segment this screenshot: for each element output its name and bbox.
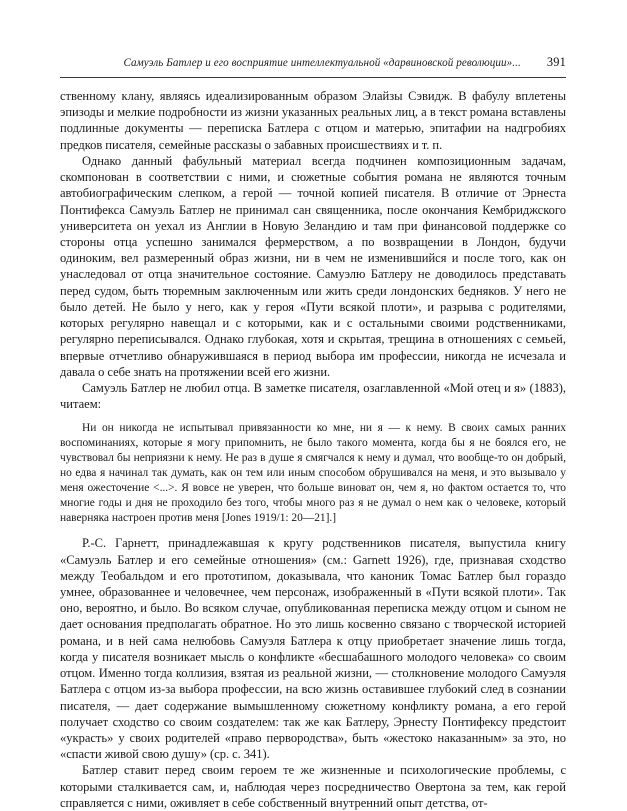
quote-spacer — [60, 412, 566, 421]
paragraph: Однако данный фабульный материал всегда подчинен композиционным задачам, скомпонован в соответствии с ними, и сюжетные события романа не являются точным автобиографическим слепком, а герой — точной копией писателя. В отличие от Эрнеста Понтифекса Самуэль Батлер не принимал сан священника, после окончания Кембриджского университета он уехал из Англии в Новую Зеландию и там при финансовой поддержке со стороны отца успешно занимался фермерством, а по возвращении в Лондон, будучи одиноким, вел размеренный образ жизни, ни в чем не изменившийся и после того, как он унаследовал от отца значительное состояние. Самуэлю Батлеру не доводилось представать перед судом, быть тюремным заключенным или жить среди лондонских бедняков. У него не было детей. Не было у него, как у героя «Пути всякой плоти», и разрыва с родителями, которых регулярно навещал и с которыми, как и с остальными своими родственниками, регулярно переписывался. Однако глубокая, хотя и скрытая, трещина в отношениях с семьей, впервые отчетливо обнаружившаяся в период выбора им профессии, никогда не исчезала и давала о себе знать на протяжении всей его жизни. — [60, 153, 566, 379]
block-quotation — [60, 421, 566, 526]
paragraph: Р.-С. Гарнетт, принадлежавшая к кругу родственников писателя, выпустила книгу «Самуэль Батлер и его семейные отношения» (см.: Garnett 1926), где, признавая сходство между Теобальдом и его прототипом, доказывала, что каноник Томас Батлер был гораздо умнее, образованнее и человечнее, чем персонаж, изображенный в «Пути всякой плоти». Так оно, вероятно, и было. Во всяком случае, опубликованная переписка между отцом и сыном не дает основания предполагать обратное. Но это лишь косвенно связано с творческой историей романа, и в ней сама нелюбовь Самуэля Батлера к отцу приобретает значение лишь тогда, когда у писателя возникает мысль о конфликте «бесшабашного молодого человека» со своим отцом. Именно тогда коллизия, взятая из реальной жизни, — столкновение молодого Самуэля Батлера с отцом из-за выбора профессии, на всю жизнь оставившее глубокий след в сознании писателя, — дает содержание вымышленному сюжетному конфликту романа, а его герой получает сходство со своим создателем: так же как Батлеру, Эрнесту Понтифексу предстоит «украсть» у своих родителей «право первородства», быть «жестоко наказанным» за это, но «спасти живой свою душу» (ср. с. 341). — [60, 536, 566, 762]
quotation-citation: [Jones 1919/1: 20—21].] — [221, 512, 337, 525]
page-number: 391 — [546, 55, 566, 69]
quote-spacer — [60, 526, 566, 535]
text-column — [60, 88, 566, 811]
running-head — [60, 55, 566, 75]
quotation-body: Ни он никогда не испытывал привязанности ко мне, ни я — к нему. В своих самых ранних воспоминаниях, которые я могу припомнить, не было такого момента, когда бы я не боялся его, не чувствовал бы неприязни к нему. Не раз в душе я смягчался к нему и думал, что вообще-то он добрый, но едва я начинал так думать, как он тем или иным способом обрушивался на меня, и это вызывало у меня ожесточение <...>. Я вовсе не уверен, что больше виноват он, чем я, но фактом остается то, что многие годы и дня не проходило без того, чтобы много раз я не думал о нем как о человеке, который наверняка настроен против меня — [60, 422, 566, 525]
paragraph-continued: ственному клану, являясь идеализированным образом Элайзы Сэвидж. В фабулу вплетены эпизоды и мелкие подробности из жизни указанных реальных лиц, а в текст романа вставлены подлинные документы — переписка Батлера с отцом и матерью, эпитафии на надгробиях предков писателя, семейные рассказы о забавных происшествиях и т. п. — [60, 89, 566, 152]
paragraph: Батлер ставит перед своим героем те же жизненные и психологические проблемы, с которыми сталкивается сам, и, наблюдая через посредничество Овертона за тем, как герой справляется с ними, оживляет в себе собственный внутренний опыт детства, от- — [60, 763, 566, 810]
running-head-title: Самуэль Батлер и его восприятие интеллектуальной «дарвиновской революции»... — [123, 57, 521, 69]
header-rule — [60, 77, 566, 78]
paragraph: Самуэль Батлер не любил отца. В заметке писателя, озаглавленной «Мой отец и я» (1883), читаем: — [60, 380, 566, 412]
quotation-text — [60, 421, 566, 526]
